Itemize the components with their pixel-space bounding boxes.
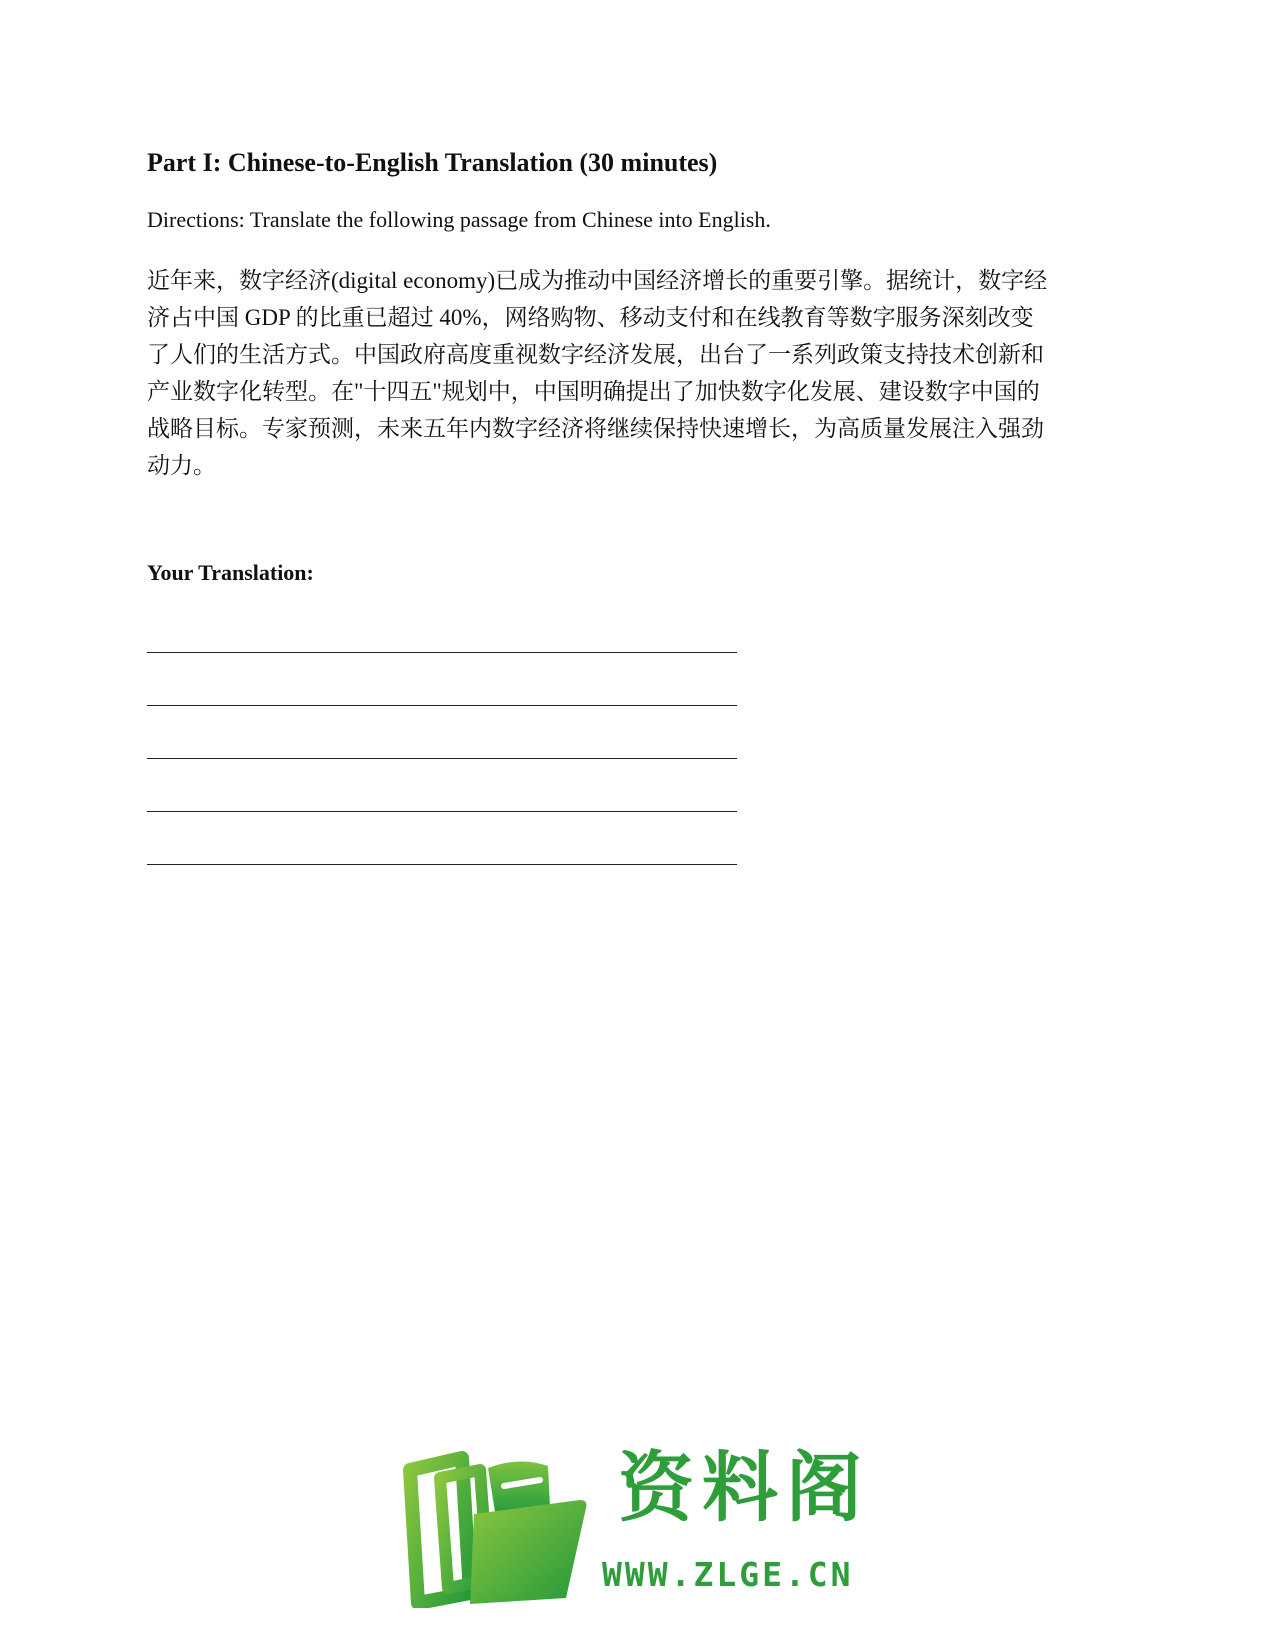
answer-label: Your Translation: bbox=[147, 560, 314, 585]
passage-line: 产业数字化转型。在"十四五"规划中，中国明确提出了加快数字化发展、建设数字中国的 bbox=[147, 379, 1040, 404]
chinese-passage bbox=[147, 262, 1127, 484]
answer-line bbox=[147, 706, 737, 759]
passage-line: 济占中国 GDP 的比重已超过 40%，网络购物、移动支付和在线教育等数字服务深刻改变 bbox=[147, 305, 1034, 330]
answer-area bbox=[147, 600, 737, 865]
watermark-url: WWW.ZLGE.CN bbox=[602, 1555, 854, 1594]
passage-line: 战略目标。专家预测，未来五年内数字经济将继续保持快速增长，为高质量发展注入强劲 bbox=[147, 416, 1044, 441]
watermark-title: 资料阁 bbox=[618, 1443, 870, 1532]
answer-line bbox=[147, 600, 737, 653]
watermark-logo bbox=[400, 1443, 880, 1608]
answer-line bbox=[147, 759, 737, 812]
passage-line: 了人们的生活方式。中国政府高度重视数字经济发展，出台了一系列政策支持技术创新和 bbox=[147, 342, 1044, 367]
book-folder-icon bbox=[400, 1448, 600, 1608]
directions-text: Directions: Translate the following passage from Chinese into English. bbox=[147, 207, 771, 232]
passage-line: 近年来，数字经济(digital economy)已成为推动中国经济增长的重要引擎。据统计，数字经 bbox=[147, 268, 1048, 293]
answer-line bbox=[147, 812, 737, 865]
section-heading: Part I: Chinese-to-English Translation (30 minutes) bbox=[147, 148, 718, 177]
answer-line bbox=[147, 653, 737, 706]
passage-line: 动力。 bbox=[147, 453, 216, 478]
